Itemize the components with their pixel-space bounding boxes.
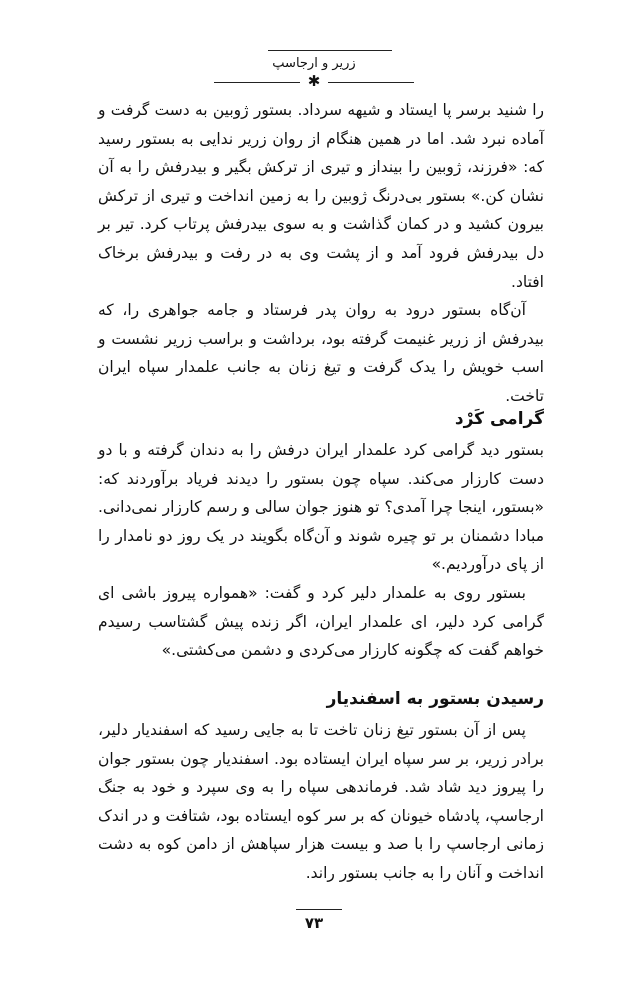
folio-rule — [296, 909, 342, 910]
body-paragraph: آن‌گاه بستور درود به روان پدر فرستاد و جامه جواهری را، که بیدرفش از زریر غنیمت گرفته بود، برداشت و براسب زریر نشست و اسب خویش را یدک گرفت و تیغ زنان به جانب علمدار سپاه ایران تاخت. — [98, 301, 544, 405]
opening-text-block — [98, 96, 544, 411]
running-header-title: زریر و ارجاسپ — [272, 56, 356, 71]
header-right-rule — [328, 82, 414, 83]
section-gerami-kard-text — [98, 436, 544, 665]
header-left-rule — [214, 82, 300, 83]
section-heading-gerami-kard: گرامی کَرْد — [454, 409, 544, 429]
header-ornament-row — [214, 72, 414, 90]
body-paragraph: بستور روی به علمدار دلیر کرد و گفت: «همواره پیروز باشی ای گرامی کرد دلیر، ای علمدار ایران، اگر زنده پیش گشتاسب رسیدم خواهم گفت که چگونه کارزار می‌کردی و دشمن می‌کشتی.» — [98, 583, 544, 660]
asterisk-ornament-icon: ✱ — [307, 72, 321, 90]
body-paragraph: را شنید برسر پا ایستاد و شیهه سرداد. بستور ژوبین به دست گرفت و آماده نبرد شد. اما در همین هنگام از روان زریر ندایی به بستور رسید که: «فرزند، ژوبین را بینداز و تیری از ترکش بگیر و بیدرفش را به آن نشان کن.» بستور بی‌درنگ ژوبین را به زمین انداخت و تیری از ترکش بیرون کشید و در کمان گذاشت و به سوی بیدرفش پرتاب کرد. تیر بر دل بیدرفش فرود آمد و از پشت وی به در رفت و بیدرفش برخاک افتاد. — [98, 101, 544, 291]
running-header — [0, 38, 628, 88]
header-top-rule — [268, 50, 392, 51]
page-number: ۷۳ — [304, 914, 324, 932]
body-paragraph: پس از آن بستور تیغ زنان تاخت تا به جایی رسید که اسفندیار دلیر، برادر زریر، بر سر سپاه ایران ایستاده بود. اسفندیار چون بستور جوان را پیروز دید شاد شد. فرماندهی سپاه را به وی سپرد و خود به جنگ ارجاسپ، پادشاه خیونان که بر سر کوه ایستاده بود، شتافت و در اندک زمانی ارجاسپ را با صد و بیست هزار سپاهش از دامن کوه به دشت انداخت و آنان را به جانب بستور راند. — [98, 721, 544, 882]
body-paragraph: بستور دید گرامی کرد علمدار ایران درفش را به دندان گرفته و با دو دست کارزار می‌کند. سپاه چون بستور را دیدند فریاد برآوردند که: «بستور، اینجا چرا آمدی؟ تو هنوز جوان سالی و رسم کارزار نمی‌دانی. مبادا دشمنان بر تو چیره شوند و آن‌گاه بگویند در یک روز دو نامدار را از پای درآوردیم.» — [98, 441, 544, 574]
section-bastur-esfandiar-text — [98, 716, 544, 888]
section-heading-bastur-esfandiar: رسیدن بستور به اسفندیار — [326, 689, 544, 709]
